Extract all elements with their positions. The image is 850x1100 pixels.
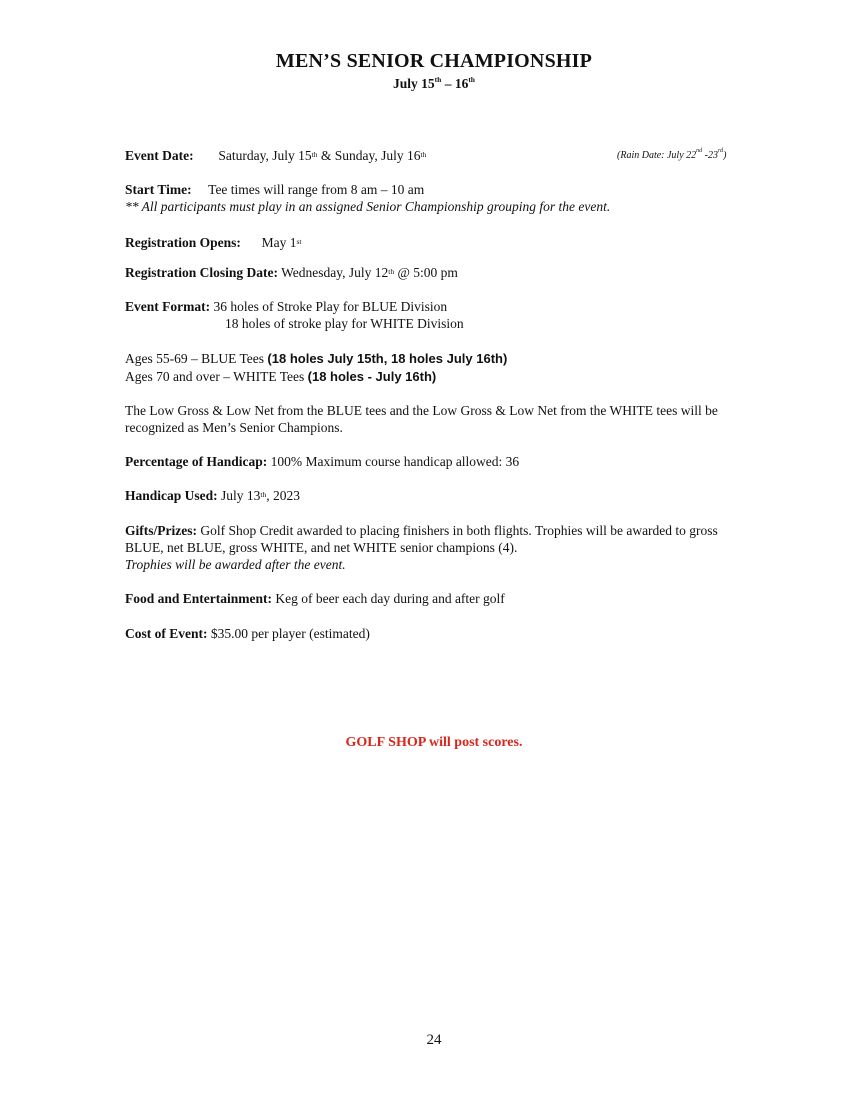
food-row — [125, 590, 505, 607]
gifts-label: Gifts/Prizes: — [125, 523, 197, 538]
event-date-row: Event Date: Saturday, July 15th & Sunday, July 16th — [125, 148, 427, 163]
page-number: 24 — [426, 1032, 442, 1048]
registration-opens-row: Registration Opens: May 1st — [125, 235, 302, 250]
registration-closing-row: Registration Closing Date: Wednesday, July 12th @ 5:00 pm — [125, 265, 458, 280]
handicap-used-label: Handicap Used: — [125, 488, 218, 503]
ages-white-holes: (18 holes - July 16th) — [307, 369, 437, 384]
start-time-note: ** All participants must play in an assigned Senior Championship grouping for the event. — [125, 199, 611, 214]
food-label: Food and Entertainment: — [125, 591, 273, 606]
start-time-row — [125, 181, 424, 198]
gifts-paragraph — [125, 522, 750, 556]
ages-blue-row: Ages 55-69 – BLUE Tees (18 holes July 15th, 18 holes July 16th) — [125, 351, 508, 366]
cost-row — [125, 625, 370, 642]
handicap-percentage-row — [125, 453, 519, 470]
ages-white-row: Ages 70 and over – WHITE Tees (18 holes - July 16th) — [125, 369, 437, 384]
event-format-row — [125, 298, 447, 315]
registration-opens-label: Registration Opens: — [125, 235, 241, 250]
registration-closing-value: Wednesday, July 12 — [281, 265, 389, 280]
ages-blue-holes: (18 holes July 15th, 18 holes July 16th) — [267, 351, 508, 366]
handicap-percentage-value: 100% Maximum course handicap allowed: 36 — [270, 454, 520, 469]
event-format-line2: 18 holes of stroke play for WHITE Division — [225, 316, 464, 331]
page-title: MEN’S SENIOR CHAMPIONSHIP — [275, 50, 593, 72]
cost-label: Cost of Event: — [125, 626, 208, 641]
champions-paragraph: The Low Gross & Low Net from the BLUE tees and the Low Gross & Low Net from the WHITE tees will be recognized as Men’s Senior Champions. — [125, 403, 718, 435]
gifts-value: Golf Shop Credit awarded to placing finishers in both flights. Trophies will be awarded to gross BLUE, net BLUE, gross WHITE, and net WHITE senior champions (4). — [125, 523, 718, 555]
golf-shop-notice: GOLF SHOP will post scores. — [345, 735, 523, 750]
rain-date-note: (Rain Date: July 22nd -23rd) — [617, 148, 727, 161]
registration-opens-value: May 1 — [261, 235, 297, 250]
handicap-used-value: July 13 — [221, 488, 261, 503]
registration-closing-label: Registration Closing Date: — [125, 265, 278, 280]
gifts-note: Trophies will be awarded after the event. — [125, 557, 346, 572]
cost-value: $35.00 per player (estimated) — [210, 626, 370, 641]
event-date-label: Event Date: — [125, 148, 194, 163]
start-time-label: Start Time: — [125, 182, 192, 197]
event-format-label: Event Format: — [125, 299, 211, 314]
event-date-value: Saturday, July 15 — [218, 148, 312, 163]
page-subtitle: July 15th – 16th — [393, 75, 475, 91]
event-format-line1: 36 holes of Stroke Play for BLUE Division — [213, 299, 448, 314]
start-time-value: Tee times will range from 8 am – 10 am — [208, 182, 425, 197]
food-value: Keg of beer each day during and after golf — [275, 591, 505, 606]
handicap-used-row: Handicap Used: July 13th, 2023 — [125, 488, 301, 503]
handicap-percentage-label: Percentage of Handicap: — [125, 454, 268, 469]
